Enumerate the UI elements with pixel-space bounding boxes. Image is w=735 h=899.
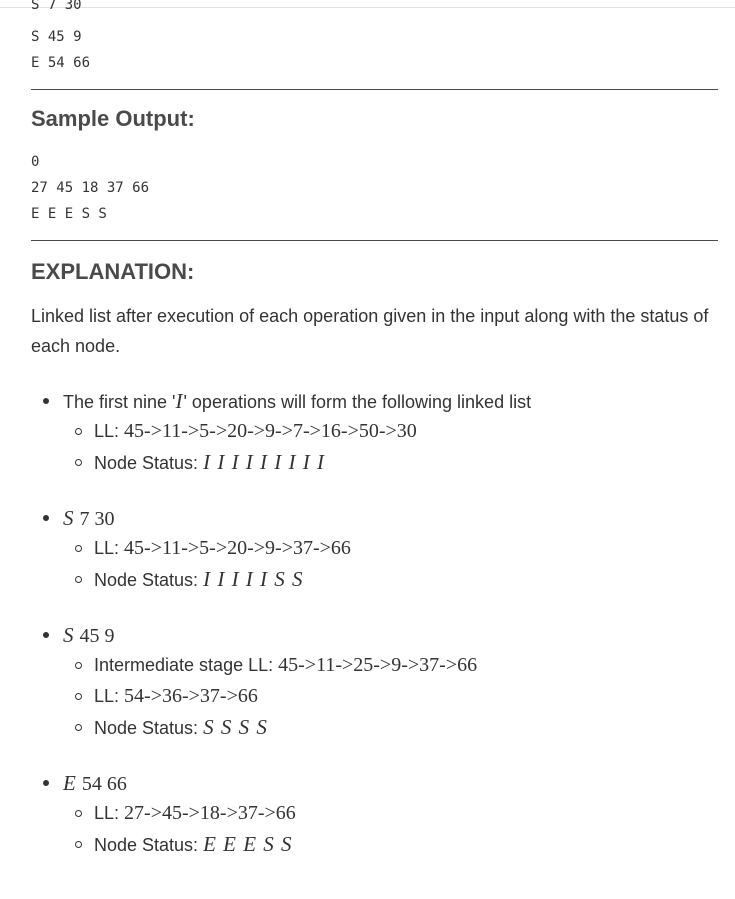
ll-value: 54->36->37->66: [124, 685, 258, 707]
ll-label: LL:: [94, 421, 125, 441]
explanation-item-e-54-66: [31, 768, 718, 860]
detail-list: [63, 533, 718, 595]
node-status: [63, 829, 718, 860]
operation-args: 54 66: [81, 773, 127, 795]
detail-list: [63, 650, 718, 743]
intermediate-value: 45->11->25->9->37->66: [278, 654, 478, 676]
circle-bullet-icon: [75, 810, 82, 817]
status-label: Node Status:: [94, 835, 204, 855]
ll-label: LL:: [94, 538, 125, 558]
operation-description: [63, 768, 718, 798]
problem-content: [31, 0, 718, 860]
status-value: I I I I I I I I I: [203, 450, 326, 474]
circle-bullet-icon: [75, 662, 82, 669]
sample-input-line: S 7 30: [31, 0, 82, 13]
intermediate-label: Intermediate stage LL:: [94, 655, 279, 675]
section-divider: [31, 89, 718, 90]
circle-bullet-icon: [75, 576, 82, 583]
bullet-dot-icon: [43, 515, 49, 521]
sample-output-heading: Sample Output:: [31, 106, 195, 131]
circle-bullet-icon: [75, 428, 82, 435]
explanation-item-s-45-9: [31, 620, 718, 743]
circle-bullet-icon: [75, 841, 82, 848]
status-label: Node Status:: [94, 453, 204, 473]
explanation-heading: EXPLANATION:: [31, 259, 195, 284]
node-status: [63, 564, 718, 595]
ll-value: 45->11->5->20->9->37->66: [124, 537, 351, 559]
status-value: E E E S S: [203, 832, 293, 856]
status-value: I I I I I S S: [203, 567, 304, 591]
sample-output-block: [31, 149, 718, 227]
bullet-dot-icon: [43, 398, 49, 404]
linked-list-state: [63, 533, 718, 564]
sample-input-clipped-line: [31, 0, 718, 20]
status-label: Node Status:: [94, 718, 204, 738]
sample-output-line: 0: [31, 154, 40, 170]
status-label: Node Status:: [94, 570, 204, 590]
sample-output-line: 27 45 18 37 66: [31, 180, 150, 196]
status-value: S S S S: [203, 715, 268, 739]
detail-list: [63, 416, 718, 478]
operation-letter: I: [175, 389, 184, 413]
circle-bullet-icon: [75, 693, 82, 700]
bullet-dot-icon: [43, 632, 49, 638]
operation-description: [63, 620, 718, 650]
circle-bullet-icon: [75, 459, 82, 466]
operation-description: [63, 386, 718, 416]
sample-input-line: S 45 9: [31, 29, 82, 45]
explanation-list: [31, 386, 718, 860]
explanation-item-initial: [31, 386, 718, 478]
linked-list-state: [63, 798, 718, 829]
section-divider: [31, 240, 718, 241]
operation-letter: S: [63, 506, 75, 530]
sample-input-line: E 54 66: [31, 55, 91, 71]
explanation-item-s-7-30: [31, 503, 718, 595]
explanation-intro: Linked list after execution of each operation given in the input along with the status of each node.: [31, 306, 709, 356]
operation-text: ' operations will form the following linked list: [183, 392, 532, 412]
operation-args: 7 30: [79, 508, 115, 530]
sample-input-tail: [31, 0, 718, 76]
linked-list-state: [63, 416, 718, 447]
ll-label: LL:: [94, 686, 125, 706]
operation-text: The first nine ': [63, 392, 176, 412]
operation-description: [63, 503, 718, 533]
bullet-dot-icon: [43, 780, 49, 786]
ll-value: 27->45->18->37->66: [124, 802, 296, 824]
operation-args: 45 9: [79, 625, 115, 647]
circle-bullet-icon: [75, 545, 82, 552]
intermediate-ll-state: [63, 650, 718, 681]
detail-list: [63, 798, 718, 860]
node-status: [63, 712, 718, 743]
circle-bullet-icon: [75, 724, 82, 731]
ll-value: 45->11->5->20->9->7->16->50->30: [124, 420, 417, 442]
node-status: [63, 447, 718, 478]
operation-letter: S: [63, 623, 75, 647]
sample-output-line: E E E S S: [31, 206, 107, 222]
ll-label: LL:: [94, 803, 125, 823]
linked-list-state: [63, 681, 718, 712]
operation-letter: E: [63, 771, 77, 795]
